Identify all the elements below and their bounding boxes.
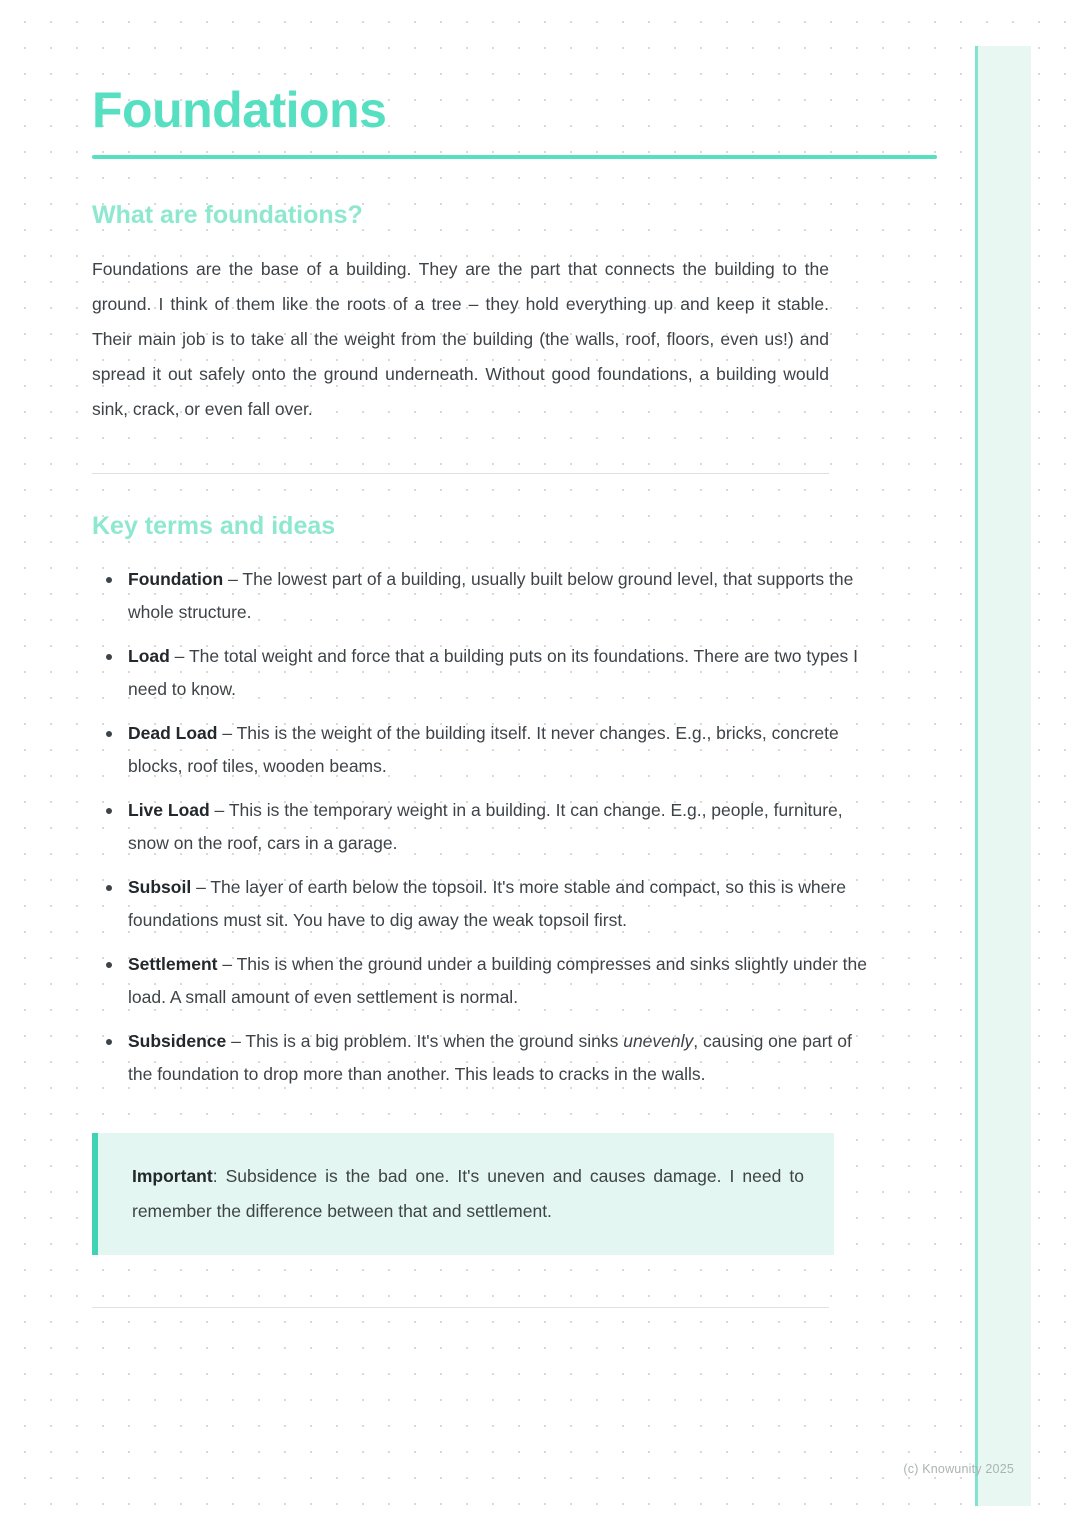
list-item xyxy=(92,640,868,706)
term-definition: – This is when the ground under a building compresses and sinks slightly under the load. A small amount of even settlement is normal. xyxy=(128,953,867,1007)
callout-body-text: : Subsidence is the bad one. It's uneven and causes damage. I need to remember the difference between that and settlement. xyxy=(132,1165,804,1221)
margin-band xyxy=(975,46,1031,1506)
term-definition: – This is the temporary weight in a building. It can change. E.g., people, furniture, snow on the roof, cars in a garage. xyxy=(128,799,843,853)
term-label: Live Load xyxy=(128,799,210,820)
list-item xyxy=(92,563,868,629)
term-definition-emphasis: unevenly xyxy=(623,1030,694,1051)
bottom-divider xyxy=(92,1307,829,1308)
section-paragraph-what-are-foundations: Foundations are the base of a building. They are the part that connects the building to the ground. I think of them like the roots of a tree – they hold everything up and keep it stable. Their main job is to take all the weight from the building (the walls, roof, floors, even us!) and spread it out safely onto the ground underneath. Without good foundations, a building would sink, crack, or even fall over. xyxy=(92,258,829,419)
margin-rule-line xyxy=(975,46,978,1506)
list-item xyxy=(92,1025,868,1091)
list-item xyxy=(92,794,868,860)
section-divider xyxy=(92,473,829,474)
term-definition-before: – This is a big problem. It's when the ground sinks xyxy=(226,1030,624,1051)
callout-lead-label: Important xyxy=(132,1165,213,1186)
section-heading-what-are-foundations: What are foundations? xyxy=(92,200,363,229)
term-label: Subsoil xyxy=(128,876,192,897)
term-definition: – This is the weight of the building itself. It never changes. E.g., bricks, concrete blocks, roof tiles, wooden beams. xyxy=(128,722,839,776)
term-definition-after: , causing one part of the foundation to drop more than another. This leads to cracks in the walls. xyxy=(128,1030,852,1084)
key-terms-list xyxy=(92,563,932,1091)
section-heading-key-terms: Key terms and ideas xyxy=(92,511,336,540)
term-label: Subsidence xyxy=(128,1030,227,1051)
term-label: Dead Load xyxy=(128,722,218,743)
callout-text-wrapper xyxy=(132,1159,804,1229)
term-definition: – The total weight and force that a building puts on its foundations. There are two types I need to know. xyxy=(128,645,858,699)
document-content xyxy=(92,84,932,1308)
list-item xyxy=(92,871,868,937)
title-underline xyxy=(92,155,937,159)
term-label: Load xyxy=(128,645,170,666)
term-label: Settlement xyxy=(128,953,218,974)
term-definition: – The lowest part of a building, usually built below ground level, that supports the whole structure. xyxy=(128,568,854,622)
term-label: Foundation xyxy=(128,568,224,589)
footer-copyright: (c) Knowunity 2025 xyxy=(903,1462,1014,1476)
page-title: Foundations xyxy=(92,82,387,138)
term-definition: – The layer of earth below the topsoil. It's more stable and compact, so this is where foundations must sit. You have to dig away the weak topsoil first. xyxy=(128,876,846,930)
list-item xyxy=(92,717,868,783)
list-item xyxy=(92,948,868,1014)
important-callout xyxy=(92,1133,834,1255)
